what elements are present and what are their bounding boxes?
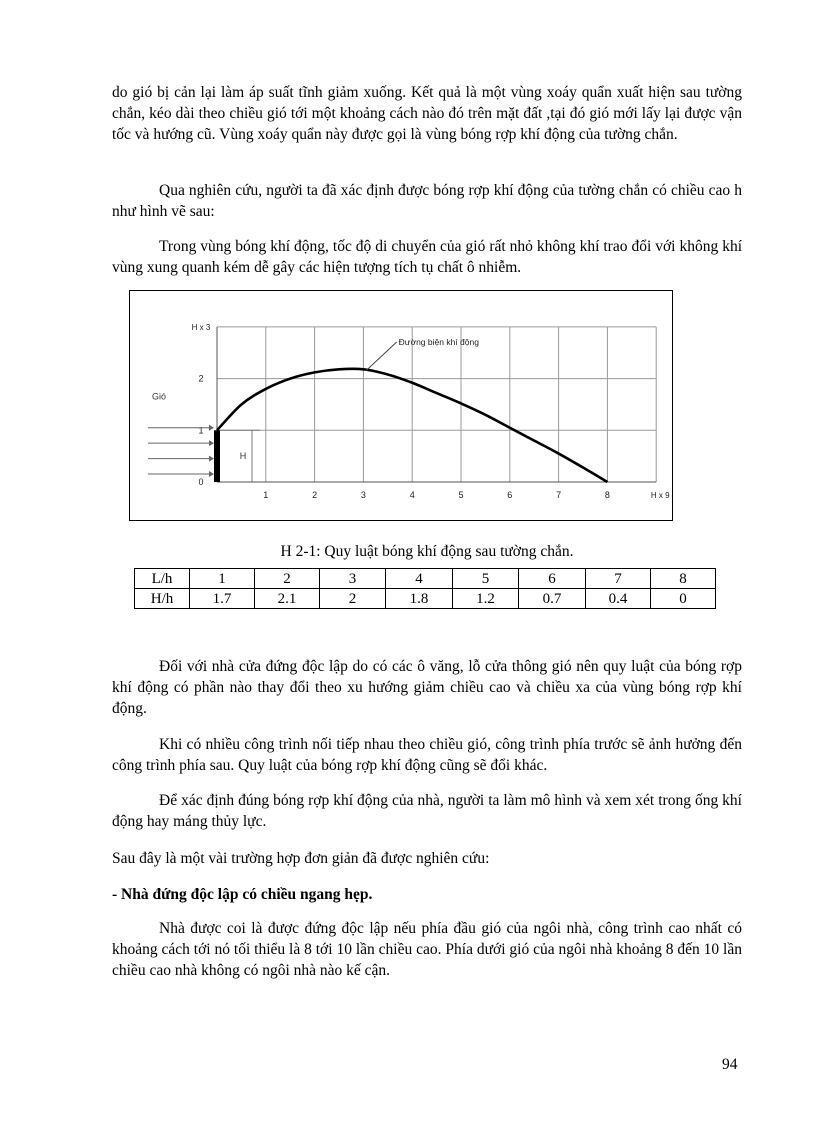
section-heading: - Nhà đứng độc lập có chiều ngang hẹp. — [112, 886, 373, 903]
table-cell: 2 — [320, 589, 386, 609]
x-tick-label: 1 — [263, 490, 269, 500]
x-tick-label: 2 — [312, 490, 318, 500]
table-cell: 1.2 — [453, 589, 519, 609]
y-tick-label: 2 — [198, 373, 204, 384]
table-cell: L/h — [135, 569, 190, 589]
table-cell: 4 — [386, 569, 453, 589]
table-cell: 7 — [586, 569, 651, 589]
table-cell: 1.7 — [190, 589, 255, 609]
wind-shadow-chart — [130, 291, 674, 522]
paragraph-7: Sau đây là một vài trường hợp đơn giản đã được nghiên cứu: — [112, 850, 490, 867]
paragraph-3: Trong vùng bóng khí động, tốc độ di chuyển của gió rất nhỏ không khí trao đổi với không khí vùng xung quanh kém dễ gây các hiện tượng tích tụ chất ô nhiễm. — [112, 238, 742, 276]
x-tick-label: 5 — [458, 490, 464, 500]
figure-caption: H 2-1: Quy luật bóng khí động sau tường chắn. — [280, 543, 574, 560]
wind-arrow-head — [209, 440, 214, 446]
table-cell: 3 — [320, 569, 386, 589]
y-tick-label: 0 — [198, 477, 204, 487]
paragraph-5: Khi có nhiều công trình nối tiếp nhau theo chiều gió, công trình phía trước sẽ ảnh hưởng đến công trình phía sau. Quy luật của bóng rợp khí động cũng sẽ đổi khác. — [112, 736, 742, 774]
height-label: H — [239, 451, 247, 462]
x-tick-label: 6 — [507, 490, 513, 500]
y-axis-label: H x 3 — [191, 322, 211, 332]
wind-arrow-head — [209, 471, 214, 477]
table-cell: 0 — [651, 589, 716, 609]
curve-label: Đường biện khí động — [398, 336, 479, 347]
paragraph-8: Nhà được coi là được đứng độc lập nếu phía đầu gió của ngôi nhà, công trình cao nhất có khoảng cách tới nó tối thiểu là 8 tới 10 lần chiều cao. Phía dưới gió của ngôi nhà khoảng 8 đến 10 lần chiều cao nhà không có ngôi nhà nào kế cận. — [112, 920, 742, 979]
x-tick-label: 4 — [409, 490, 415, 500]
x-tick-label: 3 — [360, 490, 366, 500]
table-cell: 2.1 — [255, 589, 320, 609]
table-cell: 1 — [190, 569, 255, 589]
paragraph-1: do gió bị cản lại làm áp suất tĩnh giảm xuống. Kết quả là một vùng xoáy quẩn xuất hiện sau tường chắn, kéo dài theo chiều gió tới một khoảng cách nào đó trên mặt đất ,tại đó gió mới lấy lại được vận tốc và hướng cũ. Vùng xoáy quẩn này được gọi là vùng bóng rợp khí động của tường chắn. — [112, 84, 742, 143]
wall-bar — [214, 430, 220, 482]
paragraph-2: Qua nghiên cứu, người ta đã xác định được bóng rợp khí động của tường chắn có chiều cao h như hình vẽ sau: — [112, 182, 742, 220]
x-tick-label: 7 — [556, 490, 562, 500]
table-cell: 2 — [255, 569, 320, 589]
figure-frame — [129, 290, 673, 521]
wind-arrow-head — [209, 425, 214, 431]
x-axis-label: H x 9 — [650, 491, 670, 500]
wind-arrow-head — [209, 456, 214, 462]
page-number: 94 — [722, 1056, 738, 1073]
table-cell: H/h — [135, 589, 190, 609]
table-cell: 0.7 — [519, 589, 586, 609]
paragraph-6: Để xác định đúng bóng rợp khí động của nhà, người ta làm mô hình và xem xét trong ống khí động hay máng thủy lực. — [112, 792, 742, 830]
table-cell: 6 — [519, 569, 586, 589]
paragraph-4: Đối với nhà cửa đứng độc lập do có các ô văng, lỗ cửa thông gió nên quy luật của bóng rợp khí động có phần nào thay đổi theo xu hướng giảm chiều cao và chiều xa của vùng bóng rợp khí động. — [112, 658, 742, 717]
x-tick-label: 8 — [604, 490, 610, 500]
table-cell: 5 — [453, 569, 519, 589]
data-table — [134, 568, 716, 609]
table-cell: 8 — [651, 569, 716, 589]
table-row-l — [135, 569, 716, 589]
table-cell: 0.4 — [586, 589, 651, 609]
table-row-h — [135, 589, 716, 609]
wind-label: Gió — [152, 391, 167, 402]
curve-label-leader — [366, 342, 397, 371]
y-tick-label: 1 — [198, 425, 204, 436]
table-cell: 1.8 — [386, 589, 453, 609]
